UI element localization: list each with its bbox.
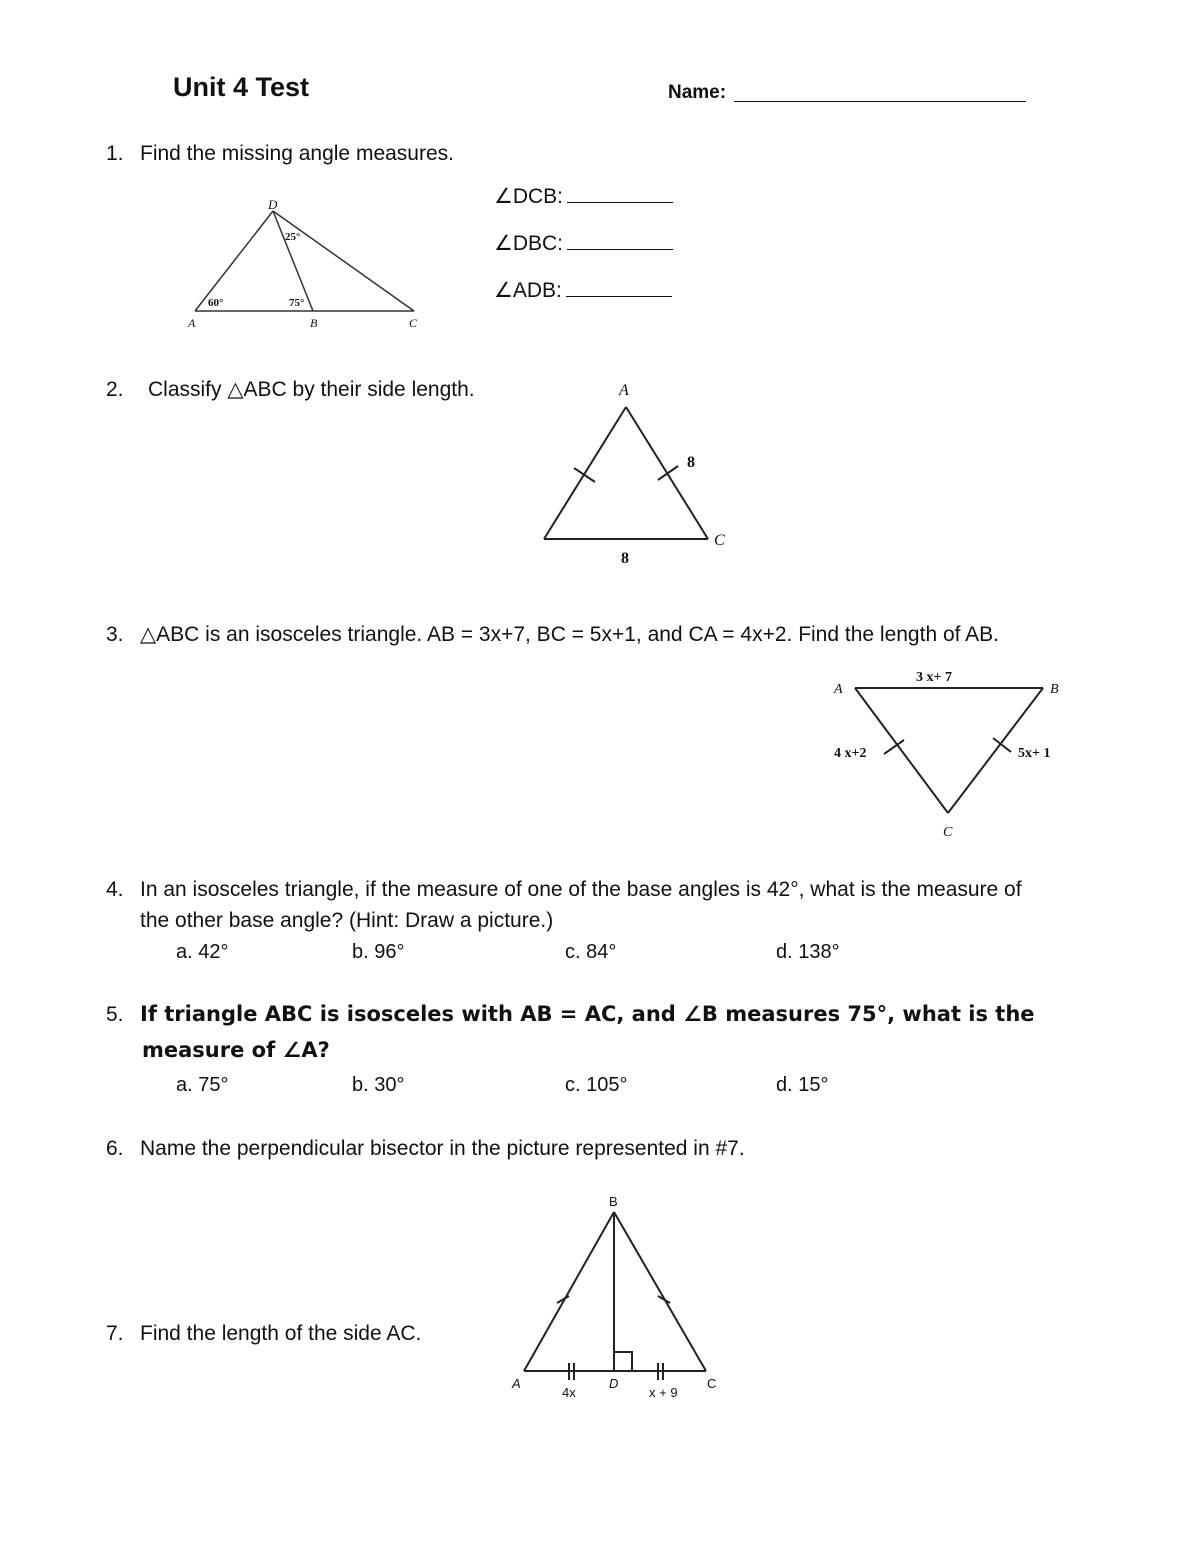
choice-d[interactable]: d. 15° [776,1074,829,1096]
side-label-right: 8 [687,454,695,471]
choice-b[interactable]: b. 30° [352,1074,405,1096]
question-text: Find the missing angle measures. [140,142,454,165]
vertex-label-b: B [310,316,318,330]
vertex-label-a: A [834,682,843,697]
segment-label-ad: 4x [562,1385,576,1400]
page-title: Unit 4 Test [173,72,310,102]
question-text: Classify △ABC by their side length. [148,378,475,401]
question-number: 7. [106,1322,124,1345]
choice-c[interactable]: c. 105° [565,1074,628,1096]
question-number: 3. [106,623,124,646]
question-text-line1: In an isosceles triangle, if the measure of one of the base angles is 42°, what is the measure of [140,878,1022,901]
question-text: Name the perpendicular bisector in the picture represented in #7. [140,1137,745,1160]
choice-b[interactable]: b. 96° [352,941,405,963]
angle-label-b: 75° [289,297,305,309]
side-label-top: 3 x+ 7 [916,670,952,685]
answer-label: ∠DBC: [494,232,563,255]
side-label-right: 5x+ 1 [1018,746,1051,761]
question-number: 6. [106,1137,124,1160]
vertex-label-c: C [707,1376,717,1391]
segment-label-dc: x + 9 [649,1385,678,1400]
question-number: 2. [106,378,124,401]
question-5-line2: measure of ∠A? [142,1038,330,1062]
question-text: Find the length of the side AC. [140,1322,422,1345]
question-number: 1. [106,142,124,165]
side-bc [614,1212,706,1371]
choice-d[interactable]: d. 138° [776,941,840,963]
answer-label: ∠DCB: [494,185,563,208]
side-label-left: 4 x+2 [834,746,867,761]
vertex-label-c: C [409,316,418,330]
vertex-label-c: C [714,532,725,549]
vertex-label-a: A [512,1376,521,1391]
right-angle-mark [614,1352,632,1371]
question-text: △ABC is an isosceles triangle. AB = 3x+7, BC = 5x+1, and CA = 4x+2. Find the length of AB. [140,623,999,646]
question-number: 4. [106,878,124,901]
answer-label: ∠ADB: [494,279,562,302]
vertex-label-d: D [268,197,278,212]
question-number: 5. [106,1003,124,1026]
question-text-line1: If triangle ABC is isosceles with AB = AC, and ∠B measures 75°, what is the [140,1002,1035,1026]
vertex-label-a: A [188,316,196,330]
name-label: Name: [668,82,727,103]
vertex-label-a: A [619,382,629,399]
vertex-label-c: C [943,825,953,840]
choice-a[interactable]: a. 75° [176,1074,229,1096]
vertex-label-d: D [609,1376,619,1391]
angle-label-a: 60° [208,297,224,309]
choice-a[interactable]: a. 42° [176,941,229,963]
question-4-line2: the other base angle? (Hint: Draw a picture.) [140,909,554,932]
side-label-bottom: 8 [621,550,629,567]
side-ab [524,1212,614,1371]
vertex-label-b: B [1050,682,1059,697]
choice-c[interactable]: c. 84° [565,941,617,963]
vertex-label-b: B [609,1194,618,1209]
angle-label-d: 25° [285,231,301,243]
